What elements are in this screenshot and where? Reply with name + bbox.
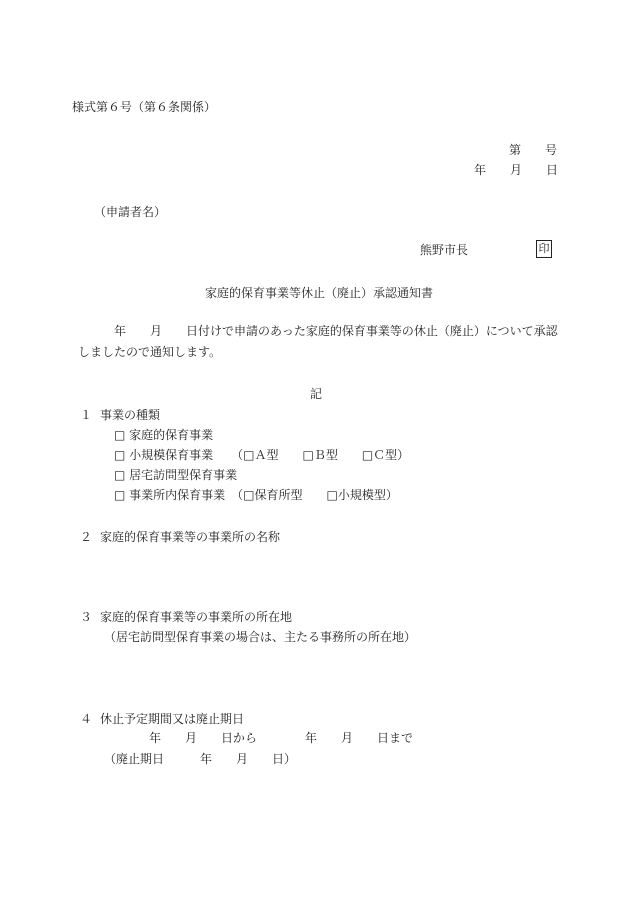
issue-date: 年 月 日	[474, 163, 559, 177]
section-heading: 家庭的保育事業等の事業所の名称	[100, 530, 281, 544]
document-number: 第 号	[509, 143, 558, 157]
section-number: ２	[80, 530, 93, 544]
issuer-name: 熊野市長	[420, 243, 469, 257]
section-number: １	[80, 408, 93, 422]
document-title: 家庭的保育事業等休止（廃止）承認通知書	[205, 286, 434, 300]
body-text-line-2: しましたので通知します。	[78, 345, 222, 359]
seal-mark: 印	[536, 240, 552, 258]
suspension-period: 年 月 日から 年 月 日まで	[149, 731, 414, 745]
section-note: （居宅訪問型保育事業の場合は、主たる事務所の所在地）	[104, 630, 417, 644]
section-number: ３	[80, 610, 93, 624]
business-type-item: □ 家庭的保育事業	[114, 428, 214, 442]
business-type-item: □ 小規模保育事業 （□Ａ型 □Ｂ型 □Ｃ型）	[114, 448, 410, 462]
business-type-item: □ 事業所内保育事業 （□保育所型 □小規模型）	[114, 488, 398, 502]
ki-heading: 記	[310, 387, 323, 401]
section-heading: 休止予定期間又は廃止期日	[100, 712, 245, 726]
section-number: ４	[80, 712, 93, 726]
business-type-item: □ 居宅訪問型保育事業	[114, 468, 238, 482]
section-heading: 家庭的保育事業等の事業所の所在地	[100, 610, 293, 624]
body-text-line-1: 年 月 日付けで申請のあった家庭的保育事業等の休止（廃止）について承認	[114, 324, 558, 338]
abolition-date: （廃止期日 年 月 日）	[104, 752, 297, 766]
form-number: 様式第６号（第６条関係）	[72, 100, 217, 114]
applicant-name: （申請者名）	[94, 205, 167, 219]
section-heading: 事業の種類	[100, 408, 161, 422]
